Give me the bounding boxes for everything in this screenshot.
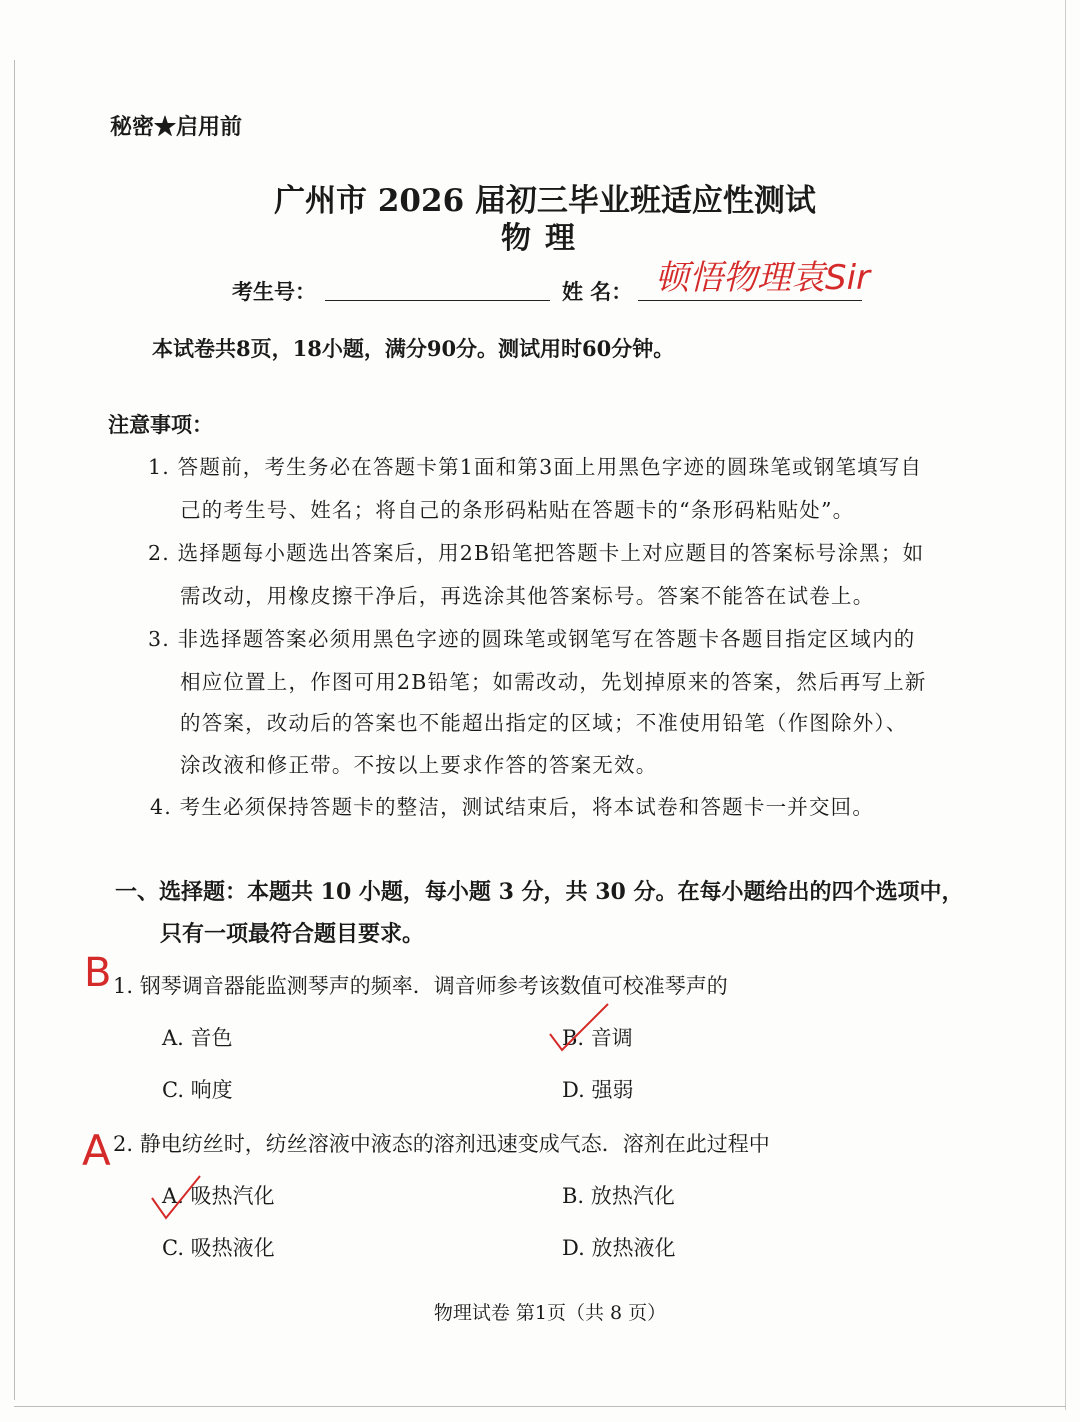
section-heading: 一、选择题：本题共 10 小题，每小题 3 分，共 30 分。在每小题给出的四个选项中， — [115, 879, 964, 905]
exam-number-label: 考生号： — [232, 279, 316, 304]
checkmark-icon — [548, 1002, 610, 1054]
handwritten-name: 顿悟物理袁Sir — [655, 258, 871, 298]
q2-option-a: A. 吸热汽化 — [162, 1184, 275, 1208]
note-line: 己的考生号、姓名；将自己的条形码粘贴在答题卡的“条形码粘贴处”。 — [180, 498, 855, 522]
notes-heading: 注意事项： — [108, 412, 213, 437]
checkmark-icon — [150, 1174, 204, 1222]
note-line: 4. 考生必须保持答题卡的整洁，测试结束后，将本试卷和答题卡一并交回。 — [150, 795, 875, 819]
note-line: 相应位置上，作图可用2B铅笔；如需改动，先划掉原来的答案，然后再写上新 — [180, 670, 927, 694]
note-line: 涂改液和修正带。不按以上要求作答的答案无效。 — [180, 753, 658, 777]
note-line: 需改动，用橡皮擦干净后，再选涂其他答案标号。答案不能答在试卷上。 — [180, 584, 875, 608]
note-line: 2. 选择题每小题选出答案后，用2B铅笔把答题卡上对应题目的答案标号涂黑；如 — [148, 541, 925, 565]
handwritten-answer-q1: B — [84, 950, 112, 996]
note-line: 的答案，改动后的答案也不能超出指定的区域；不准使用铅笔（作图除外）、 — [180, 711, 908, 735]
scan-edge-bottom — [14, 1406, 1066, 1407]
q1-option-a: A. 音色 — [162, 1026, 233, 1050]
name-label: 姓 名： — [562, 279, 633, 304]
q2-option-c: C. 吸热液化 — [162, 1236, 275, 1260]
question-2-stem: 2. 静电纺丝时，纺丝溶液中液态的溶剂迅速变成气态．溶剂在此过程中 — [113, 1132, 770, 1156]
exam-info: 本试卷共8页，18小题，满分90分。测试用时60分钟。 — [152, 336, 675, 361]
page-footer: 物理试卷 第1页（共 8 页） — [433, 1302, 667, 1324]
q1-option-c: C. 响度 — [162, 1078, 233, 1102]
note-line: 1. 答题前，考生务必在答题卡第1面和第3面上用黑色字迹的圆珠笔或钢笔填写自 — [148, 455, 923, 479]
exam-subject: 物理 — [501, 221, 589, 256]
q2-option-d: D. 放热液化 — [562, 1236, 676, 1260]
exam-number-field — [325, 300, 550, 301]
exam-title: 广州市 2026 届初三毕业班适应性测试 — [274, 183, 816, 219]
q1-option-d: D. 强弱 — [562, 1078, 634, 1102]
scan-edge-left — [14, 60, 15, 1400]
name-field — [638, 300, 862, 301]
section-heading-cont: 只有一项最符合题目要求。 — [160, 921, 425, 947]
note-line: 3. 非选择题答案必须用黑色字迹的圆珠笔或钢笔写在答题卡各题目指定区域内的 — [148, 627, 916, 651]
q1-option-b: B. 音调 — [562, 1026, 633, 1050]
handwritten-answer-q2: A — [82, 1126, 111, 1175]
question-1-stem: 1. 钢琴调音器能监测琴声的频率．调音师参考该数值可校准琴声的 — [113, 974, 728, 998]
q2-option-b: B. 放热汽化 — [562, 1184, 675, 1208]
confidential-label: 秘密★启用前 — [110, 114, 243, 140]
